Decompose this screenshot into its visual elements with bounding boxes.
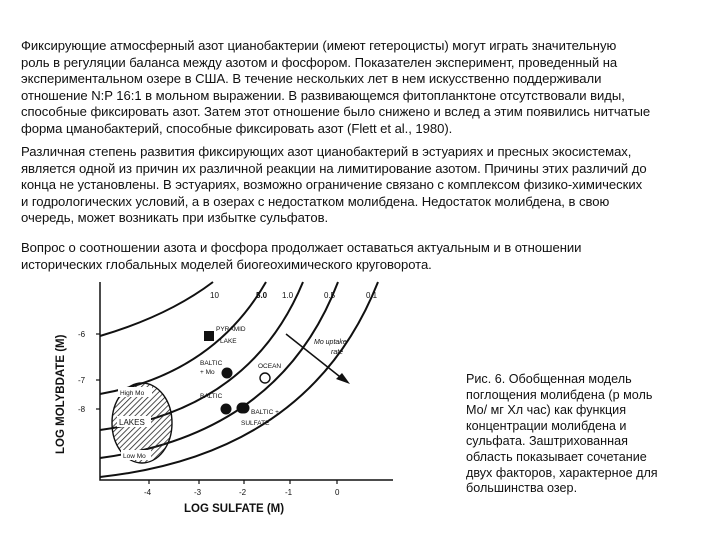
point-pyramid-lake — [204, 331, 214, 341]
x-axis-label: LOG SULFATE (M) — [184, 503, 285, 515]
x-tick-label: -1 — [285, 488, 293, 497]
paragraph-estuaries — [21, 144, 701, 227]
text-line: отношение N:P 16:1 в мольном выражении. В развивающемся фитопланктоне отсутствовали виды, — [21, 87, 625, 103]
point-label: OCEAN — [258, 363, 282, 370]
text-line: форма цманобактерий, способные фиксировать азот (Flett et al., 1980). — [21, 120, 453, 136]
text-line: Различная степень развития фиксирующих азот цианобактерий в эстуариях и пресных экосистемах, — [21, 144, 632, 159]
text-line: способные фиксировать азот. Затем этот отношение было снижено и вслед а этим появились нитчатые — [21, 104, 651, 120]
point-label: + Mo — [200, 369, 215, 376]
paragraph-nitrogen-fixation — [21, 38, 701, 138]
molybdenum-uptake-figure — [48, 276, 418, 534]
text-line: роль в регуляции баланса между азотом и фосфором. Показателен эксперимент, проведенный на — [21, 54, 618, 70]
text-line: Фиксирующие атмосферный азот цианобактерии (имеют гетероцисты) могут играть значительную — [21, 38, 617, 53]
point-label: BALTIC — [200, 360, 223, 367]
point-label: BALTIC + — [251, 409, 279, 416]
uptake-label: rate — [331, 349, 344, 356]
uptake-curve — [100, 282, 266, 394]
text-line: является одной из причин их различной реакции на лимитирование азотом. Причины этих различий до — [21, 160, 647, 176]
paragraph-global-models — [21, 240, 701, 273]
curve-label: 5.0 — [256, 291, 268, 300]
curve-label: 0.1 — [366, 291, 378, 300]
point-baltic-mo — [222, 368, 233, 379]
uptake-curve — [100, 282, 213, 336]
text-line: Вопрос о соотношении азота и фосфора продолжает оставаться актуальным и в отношении — [21, 240, 582, 255]
caption-line: большинства озер. — [466, 481, 578, 496]
text-line: исторических глобальных моделей биогеохимического круговорота. — [21, 256, 432, 272]
caption-line: поглощения молибдена (р моль — [466, 387, 653, 402]
figure-caption — [466, 372, 696, 497]
uptake-label: Mo uptake — [314, 339, 347, 346]
point-baltic — [221, 404, 232, 415]
point-label: BALTIC — [200, 393, 223, 400]
x-tick-label: -4 — [144, 488, 152, 497]
point-label: SULFATE — [241, 420, 270, 427]
text-line: и годрологических условий, а в озерах с недостатком молибдена. Недостаток молибдена, в свою — [21, 193, 610, 209]
caption-line: двух факторов, характерное для — [466, 465, 658, 480]
x-tick-label: 0 — [335, 488, 340, 497]
text-line: очередь, может возникать при избытке сульфатов. — [21, 210, 329, 226]
caption-line: сульфата. Заштрихованная — [466, 434, 628, 449]
x-tick-label: -3 — [194, 488, 202, 497]
point-ocean — [260, 373, 270, 383]
curve-label: 10 — [210, 291, 219, 300]
caption-line: Мо/ мг Хл час) как функция — [466, 403, 627, 418]
x-tick-label: -2 — [239, 488, 247, 497]
curve-label: 1.0 — [282, 291, 294, 300]
y-axis-label: LOG MOLYBDATE (M) — [55, 334, 67, 454]
lakes-label: LAKES — [119, 418, 145, 427]
y-tick-label: -6 — [78, 330, 86, 339]
text-line: конца не установлены. В эстуариях, возможно ограничение связано с комплексом физико-химических — [21, 177, 643, 193]
caption-line: концентрации молибдена и — [466, 418, 627, 433]
caption-line: Рис. 6. Обобщенная модель — [466, 372, 632, 386]
point-label: LAKE — [220, 338, 237, 345]
point-label: PYRAMID — [216, 326, 246, 333]
curve-label: 0.5 — [324, 291, 336, 300]
caption-line: область показывает сочетание — [466, 449, 647, 464]
text-line: экспериментальном озере в США. В течение нескольких лет в нем искусственно поддерживали — [21, 71, 602, 87]
y-tick-label: -8 — [78, 405, 86, 414]
y-tick-label: -7 — [78, 376, 86, 385]
point-baltic-sulfate-2 — [239, 403, 250, 414]
lakes-low-mo-label: Low Mo — [123, 453, 146, 460]
lakes-high-mo-label: High Mo — [120, 390, 145, 397]
